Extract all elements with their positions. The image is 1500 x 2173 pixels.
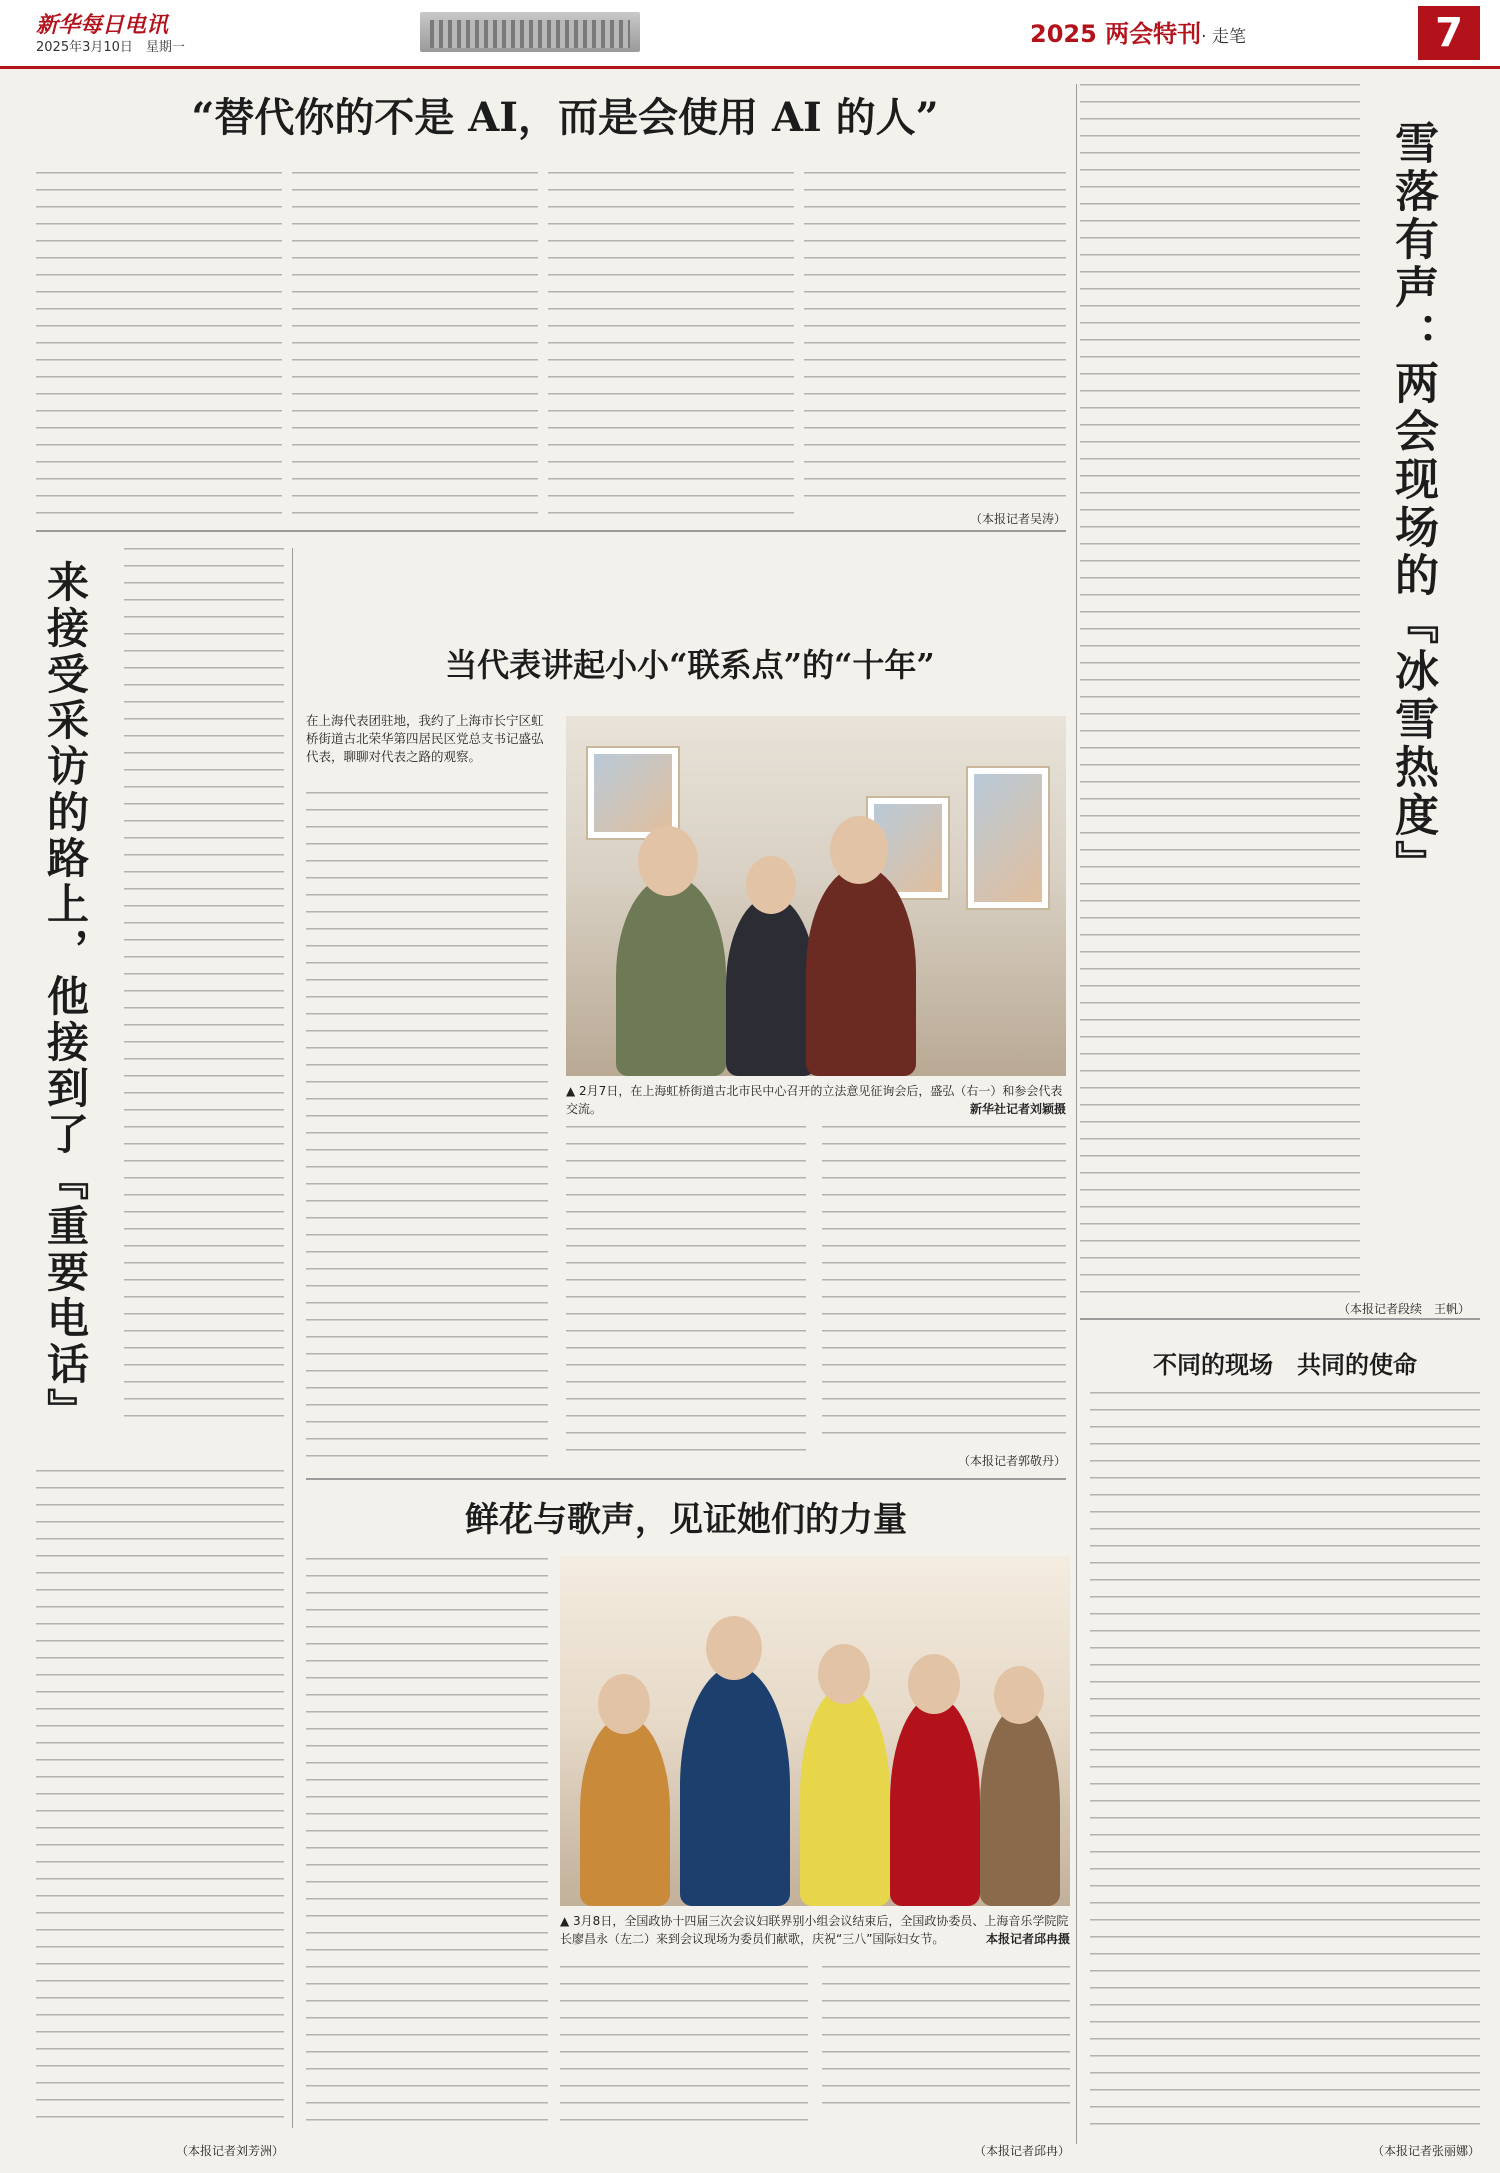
flowers-photo	[560, 1556, 1070, 1906]
body-column	[124, 548, 284, 1418]
body-column	[1080, 84, 1360, 1294]
person	[890, 1696, 980, 1906]
headline-flowers: 鲜花与歌声，见证她们的力量	[465, 1500, 907, 1540]
page-number: 7	[1418, 6, 1480, 60]
byline-snow: （本报记者段续 王帆）	[1337, 1302, 1470, 1316]
masthead	[0, 0, 1500, 69]
body-column	[306, 1558, 548, 2128]
person-head	[598, 1674, 650, 1734]
body-column	[822, 1966, 1070, 2116]
person	[806, 866, 916, 1076]
flowers-photo-caption: ▲ 3月8日，全国政协十四届三次会议妇联界别小组会议结束后，全国政协委员、上海音乐学院院长廖昌永（左二）来到会议现场为委员们献歌，庆祝“三八”国际妇女节。 本报记者邱冉摄	[560, 1914, 1070, 1946]
photo-credit: 本报记者邱冉摄	[985, 1932, 1070, 1946]
divider	[1076, 84, 1077, 2144]
body-column	[292, 172, 538, 522]
divider	[306, 1478, 1066, 1480]
divider	[1080, 1318, 1480, 1320]
person	[980, 1706, 1060, 1906]
body-column	[306, 792, 548, 1468]
divider	[36, 530, 1066, 532]
body-column	[822, 1126, 1066, 1446]
person	[726, 896, 816, 1076]
byline-contact: （本报记者郭敬丹）	[957, 1454, 1066, 1468]
person	[680, 1666, 790, 1906]
byline-call: （本报记者刘芳洲）	[175, 2144, 284, 2158]
issue-date: 2025年3月10日 星期一	[36, 40, 185, 55]
body-column	[36, 172, 282, 522]
headline-contact: 当代表讲起小小“联系点”的“十年”	[445, 646, 935, 684]
person-head	[994, 1666, 1044, 1724]
photo-credit: 新华社记者刘颖摄	[969, 1102, 1066, 1116]
person	[800, 1686, 890, 1906]
divider	[292, 548, 293, 2128]
contact-photo-caption: ▲ 2月7日，在上海虹桥街道古北市民中心召开的立法意见征询会后，盛弘（右一）和参会代表交流。 新华社记者刘颖摄	[566, 1084, 1066, 1116]
person-head	[908, 1654, 960, 1714]
great-hall-illustration	[420, 12, 640, 52]
headline-snow: 雪落有声：两会现场的『冰雪热度』	[1387, 120, 1438, 888]
byline-flowers: （本报记者邱冉）	[973, 2144, 1070, 2158]
body-column	[560, 1966, 808, 2136]
body-column	[804, 172, 1066, 512]
paper-logo: 新华每日电讯	[36, 12, 169, 38]
person-head	[746, 856, 796, 914]
person	[580, 1716, 670, 1906]
contact-lead: 在上海代表团驻地，我约了上海市长宁区虹桥街道古北荣华第四居民区党总支书记盛弘代表，聊聊对代表之路的观察。	[306, 713, 544, 764]
headline-ai: “替代你的不是 AI，而是会使用 AI 的人”	[191, 94, 939, 141]
byline-ai: （本报记者吴涛）	[969, 512, 1066, 526]
person-head	[830, 816, 888, 884]
body-column	[566, 1126, 806, 1466]
headline-call: 来接受采访的路上，他接到了『重要电话』	[41, 560, 90, 1434]
body-column	[548, 172, 794, 522]
contact-photo	[566, 716, 1066, 1076]
person-head	[818, 1644, 870, 1704]
person	[616, 876, 726, 1076]
byline-mission: （本报记者张丽娜）	[1371, 2144, 1480, 2158]
section-title: 2025 两会特刊· 走笔	[1030, 20, 1246, 48]
person-head	[706, 1616, 762, 1680]
body-column	[36, 1470, 284, 2120]
person-head	[638, 826, 698, 896]
body-column	[1090, 1392, 1480, 2132]
headline-mission: 不同的现场 共同的使命	[1153, 1350, 1417, 1379]
exhibit-frame	[966, 766, 1050, 910]
